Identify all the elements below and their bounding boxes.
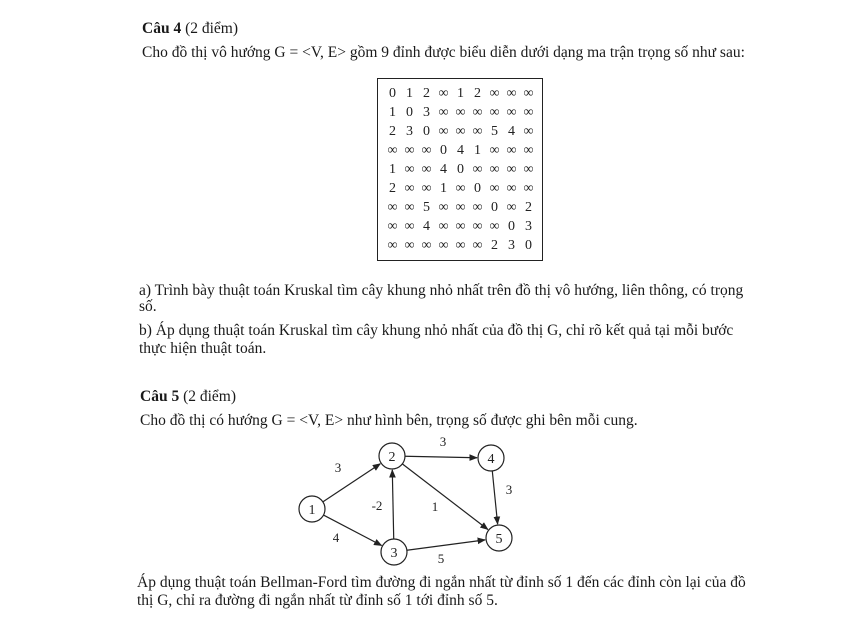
matrix-cell: ∞ (404, 162, 415, 177)
matrix-cell: ∞ (506, 86, 517, 101)
edge-2-4 (405, 456, 477, 457)
graph-node-4 (478, 445, 504, 471)
matrix-cell: ∞ (489, 181, 500, 196)
matrix-cell: 4 (508, 124, 515, 139)
matrix-cell: ∞ (404, 181, 415, 196)
q5-task-line1: Áp dụng thuật toán Bellman-Ford tìm đường đi ngắn nhất từ đỉnh số 1 đến các đỉnh còn lại của đồ (137, 574, 746, 591)
graph-node-3 (381, 539, 407, 565)
matrix-cell: ∞ (489, 86, 500, 101)
matrix-cell: ∞ (421, 181, 432, 196)
matrix-cell: ∞ (438, 200, 449, 215)
matrix-cell: 0 (474, 181, 481, 196)
matrix-cell: 3 (508, 238, 515, 253)
matrix-cell: 1 (440, 181, 447, 196)
matrix-row (378, 85, 544, 103)
matrix-cell: ∞ (387, 219, 398, 234)
matrix-cell: ∞ (472, 124, 483, 139)
edge-4-5 (492, 471, 497, 524)
q5-title-points: (2 điểm) (179, 388, 237, 405)
weight-matrix (377, 78, 543, 261)
q4-part-a-line1: a) Trình bày thuật toán Kruskal tìm cây khung nhỏ nhất trên đồ thị vô hướng, liên thông, có trọng (139, 282, 744, 299)
matrix-cell: 0 (491, 200, 498, 215)
q4-part-a-line2: số. (139, 298, 157, 315)
matrix-cell: ∞ (506, 143, 517, 158)
matrix-row (378, 142, 544, 160)
matrix-cell: ∞ (472, 238, 483, 253)
matrix-cell: 5 (423, 200, 430, 215)
matrix-cell: 5 (491, 124, 498, 139)
matrix-cell: 4 (423, 219, 430, 234)
matrix-cell: 1 (389, 162, 396, 177)
matrix-cell: ∞ (506, 181, 517, 196)
matrix-cell: ∞ (421, 143, 432, 158)
matrix-cell: ∞ (387, 200, 398, 215)
matrix-cell: ∞ (489, 162, 500, 177)
matrix-cell: 4 (457, 143, 464, 158)
directed-graph-diagram (290, 432, 530, 572)
node-label: 2 (388, 450, 396, 465)
matrix-cell: ∞ (472, 162, 483, 177)
matrix-row (378, 104, 544, 122)
matrix-cell: 0 (525, 238, 532, 253)
matrix-row (378, 161, 544, 179)
matrix-cell: ∞ (523, 181, 534, 196)
graph-node-5 (486, 525, 512, 551)
matrix-row (378, 237, 544, 255)
matrix-cell: ∞ (404, 219, 415, 234)
edge-3-5 (407, 540, 485, 550)
matrix-cell: ∞ (455, 105, 466, 120)
matrix-cell: ∞ (489, 143, 500, 158)
edge-weight-label: -2 (371, 498, 383, 513)
matrix-cell: 4 (440, 162, 447, 177)
graph-nodes (299, 443, 512, 565)
matrix-row (378, 123, 544, 141)
edge-weight-label: 3 (334, 460, 342, 475)
matrix-cell: 0 (508, 219, 515, 234)
matrix-cell: 1 (389, 105, 396, 120)
matrix-cell: ∞ (455, 181, 466, 196)
matrix-cell: ∞ (506, 162, 517, 177)
matrix-cell: ∞ (455, 124, 466, 139)
matrix-cell: ∞ (438, 219, 449, 234)
matrix-cell: ∞ (523, 105, 534, 120)
matrix-cell: ∞ (404, 238, 415, 253)
q4-part-b-line1: b) Áp dụng thuật toán Kruskal tìm cây khung nhỏ nhất của đồ thị G, chỉ rõ kết quả tại mỗi bước (139, 322, 734, 339)
matrix-cell: ∞ (455, 219, 466, 234)
edge-weight-label: 3 (505, 482, 513, 497)
matrix-cell: 0 (457, 162, 464, 177)
q4-title-points: (2 điểm) (181, 20, 239, 37)
matrix-cell: ∞ (421, 238, 432, 253)
matrix-cell: 3 (406, 124, 413, 139)
matrix-cell: ∞ (523, 124, 534, 139)
matrix-cell: 0 (389, 86, 396, 101)
matrix-cell: ∞ (387, 238, 398, 253)
matrix-cell: 3 (423, 105, 430, 120)
matrix-row (378, 180, 544, 198)
edge-3-2 (392, 470, 393, 539)
edge-weight-label: 5 (437, 551, 445, 566)
graph-node-1 (299, 496, 325, 522)
edge-1-2 (323, 464, 380, 502)
matrix-cell: 1 (457, 86, 464, 101)
q5-intro: Cho đồ thị có hướng G = <V, E> như hình bên, trọng số được ghi bên mỗi cung. (140, 412, 638, 429)
matrix-row (378, 199, 544, 217)
matrix-cell: ∞ (489, 105, 500, 120)
node-label: 5 (495, 532, 503, 547)
matrix-cell: ∞ (523, 143, 534, 158)
matrix-cell: ∞ (455, 238, 466, 253)
matrix-cell: 0 (423, 124, 430, 139)
matrix-cell: 1 (474, 143, 481, 158)
q5-title (140, 388, 236, 406)
matrix-cell: ∞ (472, 105, 483, 120)
matrix-cell: 1 (406, 86, 413, 101)
matrix-cell: ∞ (506, 105, 517, 120)
matrix-cell: 3 (525, 219, 532, 234)
matrix-cell: 0 (406, 105, 413, 120)
matrix-cell: ∞ (472, 200, 483, 215)
matrix-cell: ∞ (438, 124, 449, 139)
q4-title-bold: Câu 4 (142, 20, 182, 37)
matrix-cell: ∞ (387, 143, 398, 158)
matrix-cell: 2 (389, 124, 396, 139)
q5-task-line2: thị G, chỉ ra đường đi ngắn nhất từ đỉnh số 1 tới đỉnh số 5. (137, 592, 498, 609)
matrix-cell: ∞ (489, 219, 500, 234)
q4-title (142, 20, 238, 38)
node-label: 3 (390, 546, 398, 561)
matrix-cell: ∞ (523, 162, 534, 177)
matrix-cell: 0 (440, 143, 447, 158)
matrix-cell: ∞ (438, 105, 449, 120)
node-label: 1 (308, 503, 316, 518)
node-label: 4 (487, 452, 495, 467)
edge-weight-label: 4 (332, 530, 340, 545)
matrix-cell: ∞ (506, 200, 517, 215)
graph-node-2 (379, 443, 405, 469)
edge-2-5 (402, 464, 488, 530)
matrix-cell: 2 (525, 200, 532, 215)
q5-title-bold: Câu 5 (140, 388, 180, 405)
matrix-cell: 2 (474, 86, 481, 101)
matrix-cell: 2 (389, 181, 396, 196)
matrix-cell: ∞ (438, 86, 449, 101)
matrix-row (378, 218, 544, 236)
matrix-cell: 2 (423, 86, 430, 101)
matrix-cell: ∞ (404, 200, 415, 215)
q4-part-b-line2: thực hiện thuật toán. (139, 340, 267, 357)
edge-weight-label: 1 (431, 499, 439, 514)
q4-intro: Cho đồ thị vô hướng G = <V, E> gồm 9 đỉnh được biểu diễn dưới dạng ma trận trọng số như sau: (142, 44, 745, 61)
matrix-cell: ∞ (404, 143, 415, 158)
matrix-cell: ∞ (438, 238, 449, 253)
matrix-cell: ∞ (523, 86, 534, 101)
matrix-cell: ∞ (455, 200, 466, 215)
edge-weight-label: 3 (439, 434, 447, 449)
matrix-cell: ∞ (421, 162, 432, 177)
matrix-cell: 2 (491, 238, 498, 253)
matrix-cell: ∞ (472, 219, 483, 234)
